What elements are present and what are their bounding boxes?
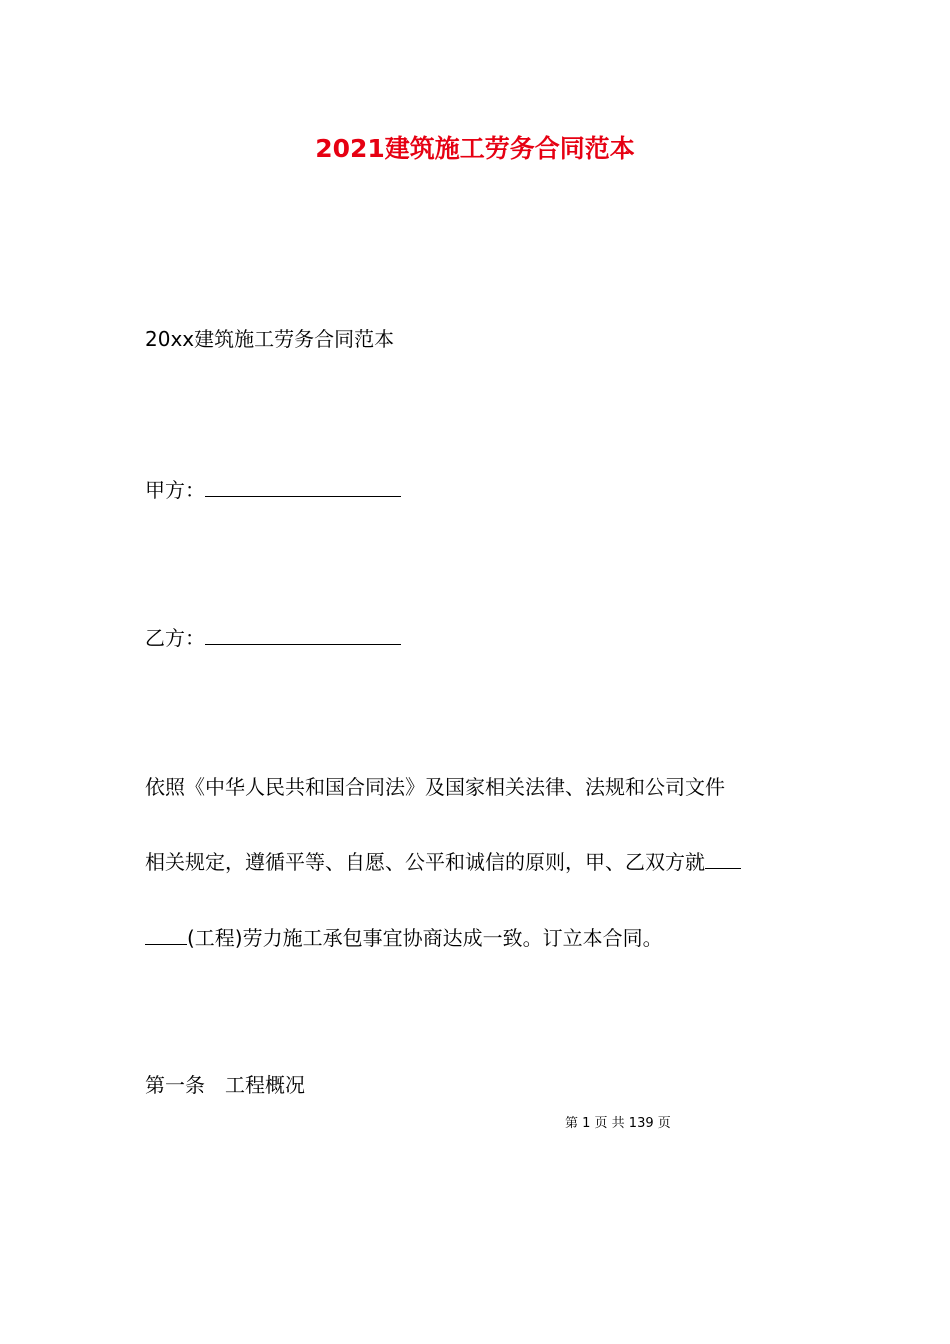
party-a-blank [205,474,401,497]
party-a-label: 甲方： [145,478,205,502]
preamble-line-1: 依照《中华人民共和国合同法》及国家相关法律、法规和公司文件 [145,775,725,799]
preamble-line-3 [145,922,663,953]
preamble-line-2 [145,846,741,877]
project-name-blank-end [145,922,187,945]
project-name-blank-start [705,846,741,869]
party-b-blank [205,622,401,645]
document-title: 2021建筑施工劳务合同范本 [315,134,635,163]
preamble-line-3-text: (工程)劳力施工承包事宜协商达成一致。订立本合同。 [187,926,663,950]
document-subtitle: 20xx建筑施工劳务合同范本 [145,327,395,351]
party-b-field [145,622,401,653]
party-b-label: 乙方： [145,626,205,650]
page-footer: 第 1 页 共 139 页 [565,1116,671,1131]
party-a-field [145,474,401,505]
article-one-heading: 第一条 工程概况 [145,1073,305,1097]
preamble-line-2-text: 相关规定，遵循平等、自愿、公平和诚信的原则，甲、乙双方就 [145,850,705,874]
